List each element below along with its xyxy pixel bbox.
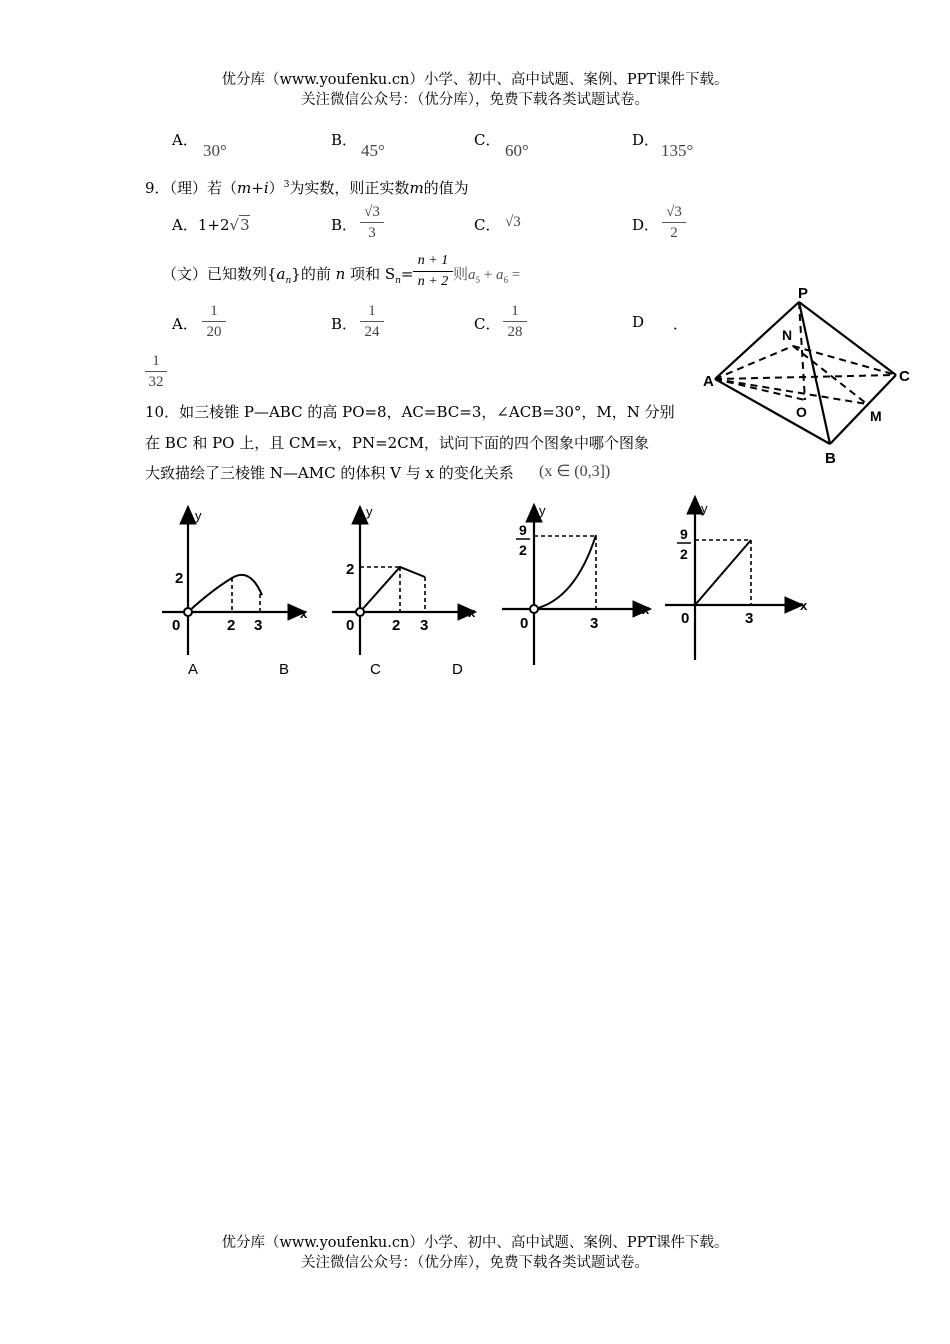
pyramid-label-n: N: [782, 327, 793, 343]
q9-label-c: C．: [474, 216, 501, 234]
graph-d-x-tick-3: 3: [745, 610, 754, 627]
graph-a-y-tick: 2: [175, 570, 184, 587]
q9-stem: 9．（理）若$(m+i)^3$为实数，则正实数m的值为: [145, 179, 469, 197]
q8-label-b: B．: [331, 131, 358, 149]
graph-b-x-tick-2: 2: [392, 617, 401, 634]
q9w-label-a: A．: [172, 315, 198, 333]
graph-d: [665, 497, 808, 660]
graphs-figure: [150, 495, 830, 675]
q10-line-2: 在 BC 和 PO 上，且 CM=x，PN=2CM，试问下面的四个图象中哪个图象: [145, 434, 650, 452]
q9w-label-d: D: [632, 313, 645, 331]
graph-label-b: B: [279, 661, 290, 678]
q8-value-c: 60°: [505, 141, 529, 160]
graph-d-x-label: x: [800, 598, 808, 613]
q8-value-b: 45°: [361, 141, 385, 160]
graph-a-origin: 0: [172, 617, 181, 634]
graph-b-x-tick-3: 3: [420, 617, 429, 634]
graph-b-y-tick: 2: [346, 561, 355, 578]
q9-label-b: B．: [331, 216, 358, 234]
q9w-stem: （文）已知数列$\{a_n\}$的前 n 项和 $S_n=$: [162, 265, 414, 286]
q9-option-d-frac: √3 2: [662, 203, 686, 242]
graph-d-y-label: y: [701, 501, 708, 516]
footer-line-1: 优分库（www.youfenku.cn）小学、初中、高中试题、案例、PPT课件下载。: [221, 1235, 729, 1251]
q8-label-c: C．: [474, 131, 501, 149]
q10-domain: (x ∈ (0,3]): [539, 463, 611, 480]
pyramid-label-o: O: [796, 404, 807, 420]
graph-c-y-tick-den: 2: [519, 542, 527, 558]
graph-b-x-label: x: [468, 605, 476, 620]
pyramid-label-a: A: [703, 373, 714, 390]
pyramid-label-p: P: [798, 285, 809, 302]
q8-label-a: A．: [172, 131, 198, 149]
graph-b-y-label: y: [366, 504, 373, 519]
q8-label-d: D．: [632, 131, 660, 149]
graph-label-a: A: [188, 661, 199, 678]
graph-label-c: C: [370, 661, 381, 678]
header-line-2: 关注微信公众号：（优分库），免费下载各类试题试卷。: [301, 92, 649, 108]
graph-a-x-tick-3: 3: [254, 617, 263, 634]
q9-option-a: A．1+2√3: [172, 216, 250, 234]
graph-a-y-label: y: [195, 508, 202, 523]
graph-d-origin: 0: [681, 610, 690, 627]
pyramid-figure: [695, 280, 920, 475]
pyramid-label-c: C: [899, 368, 910, 385]
q8-value-a: 30°: [203, 141, 227, 160]
q8-value-d: 135°: [661, 141, 694, 160]
graph-c-y-label: y: [539, 503, 546, 518]
graph-c-origin: 0: [520, 615, 529, 632]
q9w-option-a-frac: 1 20: [202, 302, 226, 341]
graph-c-x-label: x: [642, 602, 650, 617]
pyramid-solid-edges: [715, 302, 896, 444]
graph-d-y-tick-den: 2: [680, 546, 688, 562]
q10-line-1: 10．如三棱锥 P—ABC 的高 PO=8，AC=BC=3，∠ACB=30°，M，N 分别: [145, 403, 675, 421]
graph-a-x-label: x: [300, 606, 308, 621]
graph-c-y-tick-num: 9: [519, 522, 527, 538]
graph-b: [332, 504, 476, 655]
q9w-label-b: B．: [331, 315, 358, 333]
graph-label-d: D: [452, 661, 463, 678]
graph-d-y-tick-num: 9: [680, 526, 688, 542]
q9-option-c: √3: [505, 214, 521, 230]
q9-option-b-frac: √3 3: [360, 203, 384, 242]
q9w-label-c: C．: [474, 315, 501, 333]
q9w-sn-frac: n + 1 n + 2: [413, 252, 453, 291]
graph-b-origin: 0: [346, 617, 355, 634]
q9-label-d: D．: [632, 216, 660, 234]
graph-c: [502, 503, 650, 665]
q9w-stem-tail: 则$a_5 + a_6$ =: [453, 267, 521, 285]
q9w-option-b-frac: 1 24: [360, 302, 384, 341]
q9w-option-c-frac: 1 28: [503, 302, 527, 341]
footer-line-2: 关注微信公众号：（优分库），免费下载各类试题试卷。: [301, 1255, 649, 1271]
pyramid-label-b: B: [825, 450, 836, 467]
q9w-label-d-dot: ．: [673, 315, 689, 333]
graph-c-x-tick-3: 3: [590, 615, 599, 632]
q10-line-3: 大致描绘了三棱锥 N—AMC 的体积 V 与 x 的变化关系: [145, 464, 514, 482]
q9w-option-d-frac: 1 32: [145, 352, 167, 391]
graph-a: [162, 507, 308, 655]
header-line-1: 优分库（www.youfenku.cn）小学、初中、高中试题、案例、PPT课件下载。: [221, 72, 729, 88]
pyramid-label-m: M: [870, 408, 882, 424]
graph-a-x-tick-2: 2: [227, 617, 236, 634]
